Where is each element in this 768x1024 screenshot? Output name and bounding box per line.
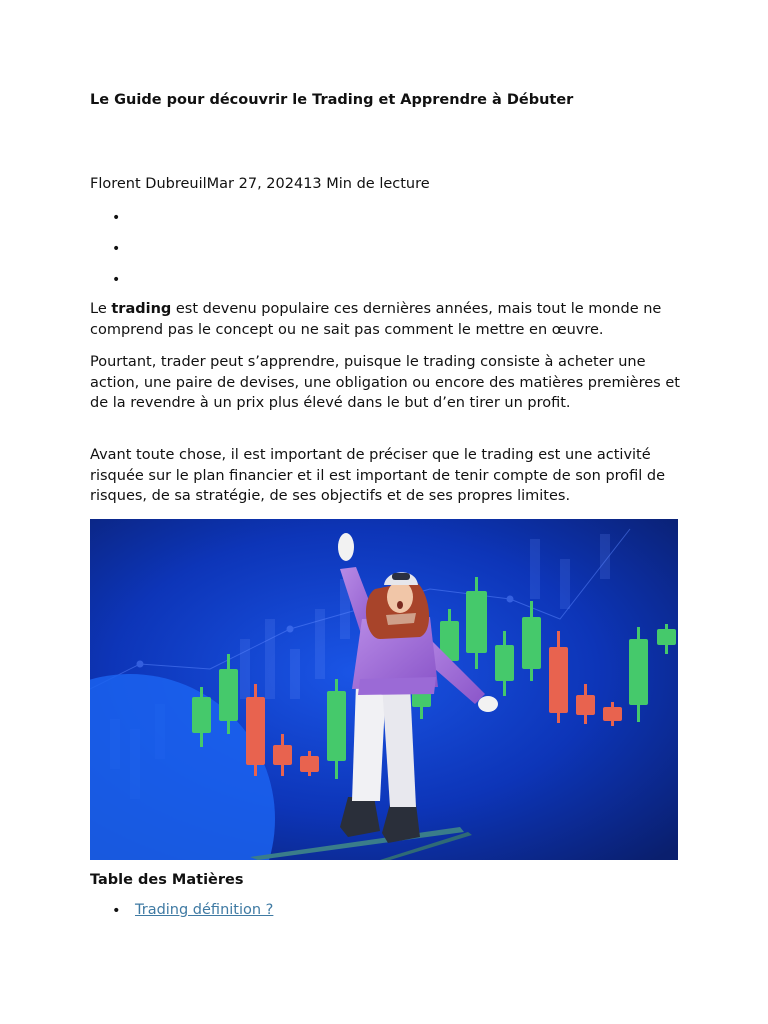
- toc-link-trading-definition[interactable]: Trading définition ?: [135, 902, 274, 918]
- toc-item: [90, 902, 273, 918]
- trading-skier-illustration: [90, 519, 678, 860]
- toc-title: Table des Matières: [90, 872, 244, 888]
- paragraph-definition: Pourtant, trader peut s’apprendre, puisque le trading consiste à acheter une action, une paire de devises, une obligation ou encore des matières premières et de la revendre à un prix plus élevé dans le but d’en tirer un profit.: [90, 354, 680, 411]
- bold-term: trading: [111, 301, 172, 317]
- article-meta: Florent DubreuilMar 27, 202413 Min de lecture: [90, 176, 430, 192]
- bullet-icon: •: [112, 241, 121, 257]
- page-title: Le Guide pour découvrir le Trading et Apprendre à Débuter: [90, 92, 574, 108]
- bullet-icon: •: [112, 903, 121, 919]
- bullet-icon: •: [112, 272, 121, 288]
- bullet-icon: •: [112, 210, 121, 226]
- paragraph-warning: Avant toute chose, il est important de préciser que le trading est une activité risquée sur le plan financier et il est important de tenir compte de son profil de risques, de sa stratégie, de ses objectifs et de ses propres limites.: [90, 447, 666, 504]
- toc-list: [90, 902, 273, 918]
- hero-image: [90, 519, 678, 860]
- paragraph-intro: Le trading est devenu populaire ces dernières années, mais tout le monde ne comprend pas le concept ou ne sait pas comment le mettre en œuvre.: [90, 301, 662, 338]
